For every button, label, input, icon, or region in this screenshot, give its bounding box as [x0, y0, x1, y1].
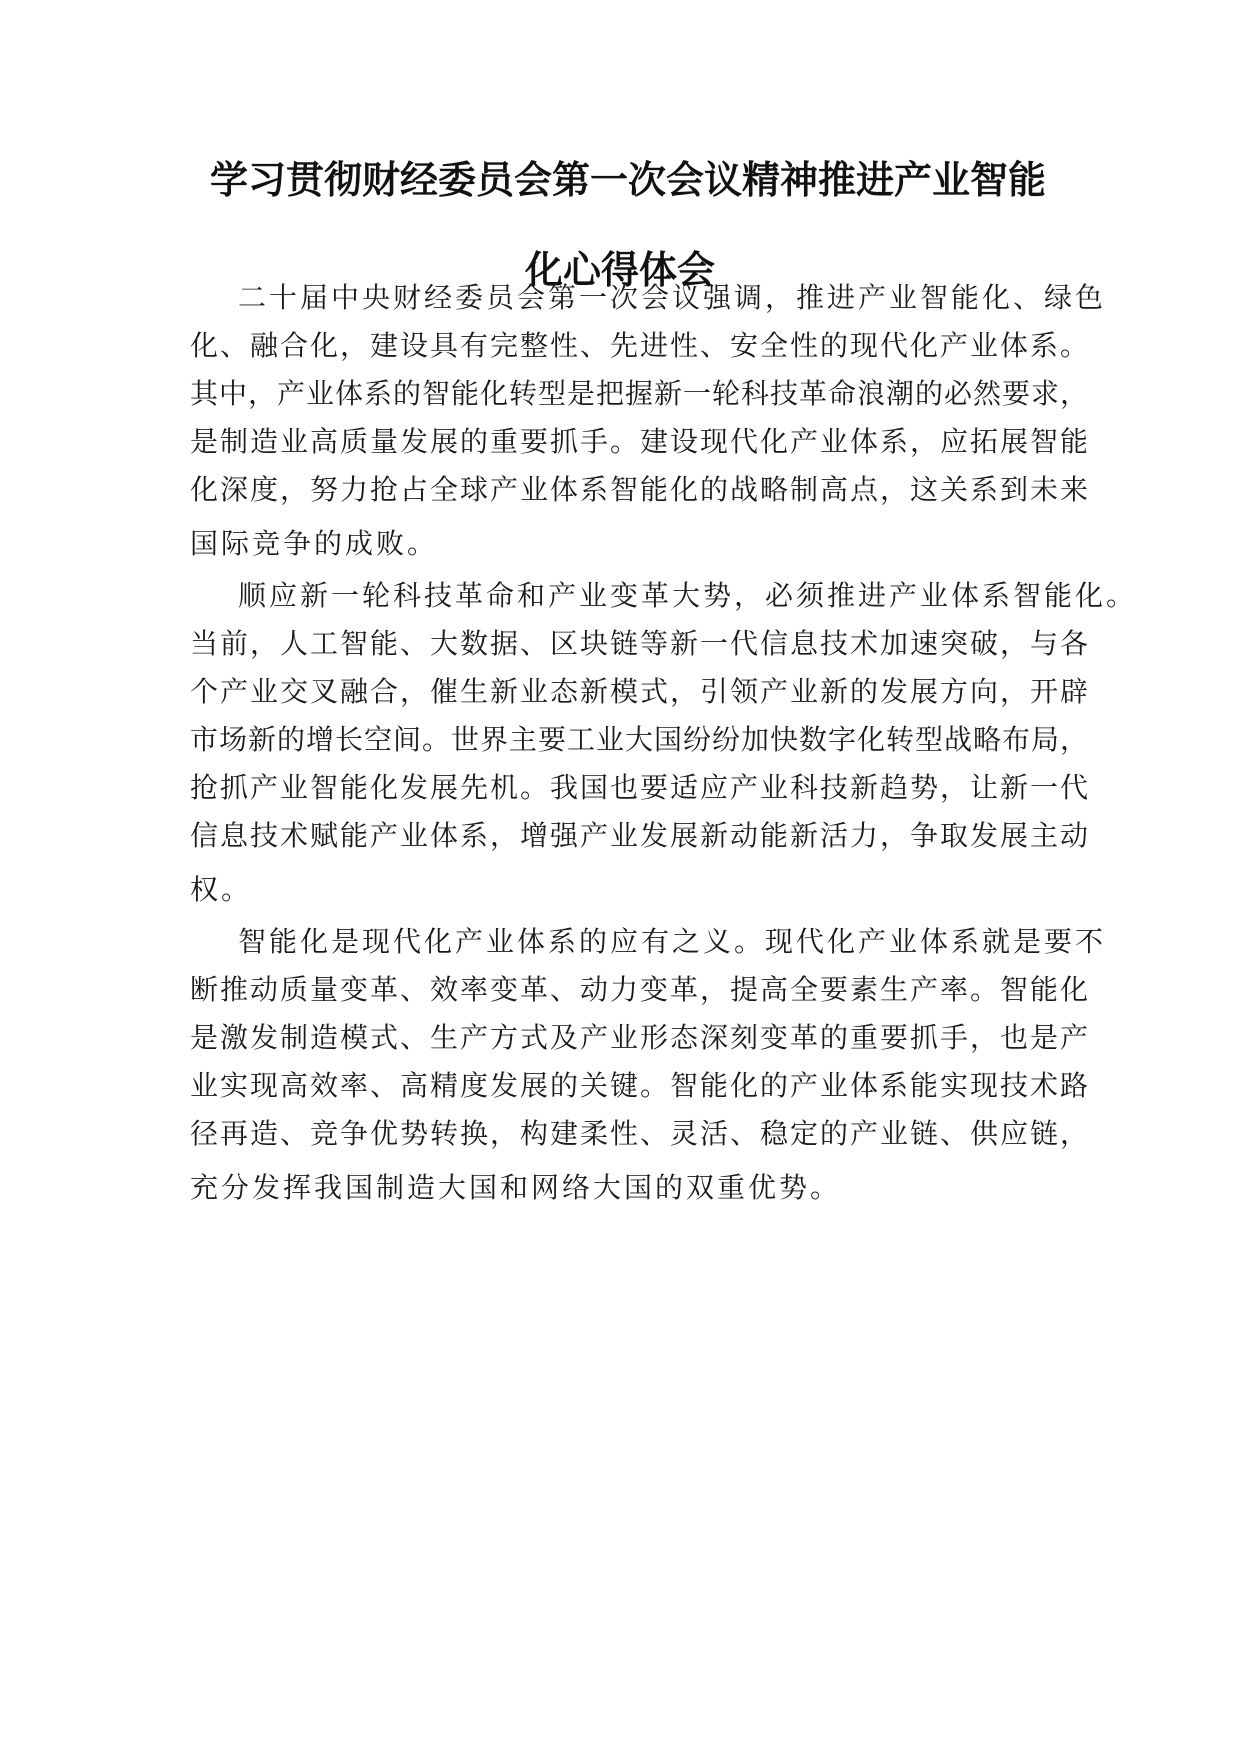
paragraph-3-line-1: 智能化是现代化产业体系的应有之义。现代化产业体系就是要不 [238, 925, 1107, 958]
paragraph-3-line-4: 业实现高效率、高精度发展的关键。智能化的产业体系能实现技术路 [190, 1069, 1091, 1102]
paragraph-1-line-6: 国际竞争的成败。 [190, 527, 439, 560]
paragraph-1-line-5: 化深度，努力抢占全球产业体系智能化的战略制高点，这关系到未来 [190, 473, 1091, 506]
document-title-line-1: 学习贯彻财经委员会第一次会议精神推进产业智能 [210, 158, 1047, 202]
document-title-line-2: 化心得体会 [524, 248, 715, 292]
paragraph-1-line-3: 其中，产业体系的智能化转型是把握新一轮科技革命浪潮的必然要求， [190, 377, 1090, 410]
paragraph-3-line-6: 充分发挥我国制造大国和网络大国的双重优势。 [190, 1171, 842, 1204]
paragraph-1-line-1: 二十届中央财经委员会第一次会议强调，推进产业智能化、绿色 [238, 281, 1107, 314]
paragraph-2-line-2: 当前，人工智能、大数据、区块链等新一代信息技术加速突破，与各 [190, 627, 1091, 660]
paragraph-2-line-4: 市场新的增长空间。世界主要工业大国纷纷加快数字化转型战略布局， [190, 723, 1090, 756]
paragraph-2-line-3: 个产业交叉融合，催生新业态新模式，引领产业新的发展方向，开辟 [190, 675, 1091, 708]
paragraph-2-line-7: 权。 [190, 873, 253, 906]
paragraph-2-line-1: 顺应新一轮科技革命和产业变革大势，必须推进产业体系智能化。 [238, 579, 1138, 612]
paragraph-3-line-3: 是激发制造模式、生产方式及产业形态深刻变革的重要抓手，也是产 [190, 1021, 1091, 1054]
paragraph-3-line-5: 径再造、竞争优势转换，构建柔性、灵活、稳定的产业链、供应链， [190, 1117, 1091, 1150]
paragraph-2-line-5: 抢抓产业智能化发展先机。我国也要适应产业科技新趋势，让新一代 [190, 771, 1091, 804]
paragraph-3-line-2: 断推动质量变革、效率变革、动力变革，提高全要素生产率。智能化 [190, 973, 1091, 1006]
paragraph-1-line-2: 化、融合化，建设具有完整性、先进性、安全性的现代化产业体系。 [190, 329, 1091, 362]
paragraph-2-line-6: 信息技术赋能产业体系，增强产业发展新动能新活力，争取发展主动 [190, 819, 1091, 852]
paragraph-1-line-4: 是制造业高质量发展的重要抓手。建设现代化产业体系，应拓展智能 [190, 425, 1091, 458]
